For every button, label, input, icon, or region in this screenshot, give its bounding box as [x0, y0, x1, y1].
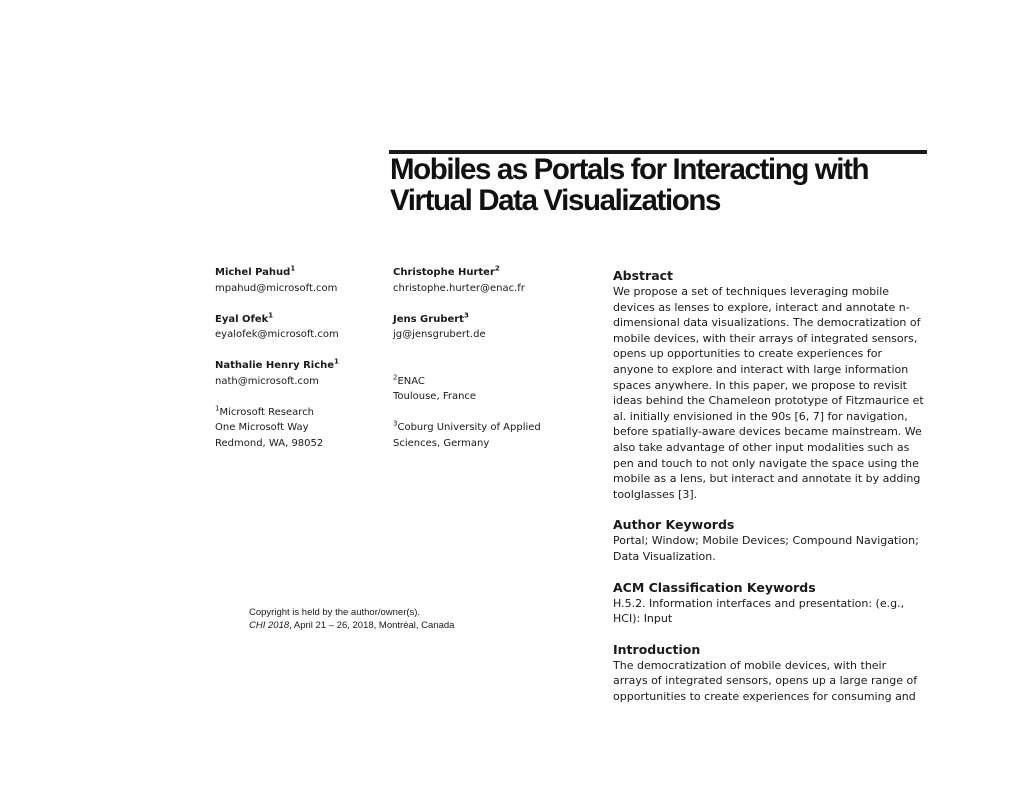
abstract-section — [613, 267, 933, 502]
author-email: jg@jensgrubert.de — [393, 329, 486, 340]
author-name: Jens Grubert$^3$ — [393, 311, 469, 325]
affiliation-1: $^1$Microsoft Research One Microsoft Way Redmond, WA, 98052 — [215, 404, 324, 449]
copyright-notice: Copyright is held by the author/owner(s). CHI 2018, April 21 – 26, 2018, Montréal, Canada — [249, 607, 455, 631]
author-block — [215, 265, 339, 296]
acm-section — [613, 579, 933, 627]
authors-right-column — [393, 265, 541, 451]
abstract-body: We propose a set of techniques leveraging mobile devices as lenses to explore, interact and annotate n- dimensional data visualizations. The democratization of mobile devices, with their arrays of integrated sensors, opens up opportunities to create experiences for anyone to explore and interact with large information spaces anywhere. In this paper, we propose to revisit ideas behind the Chameleon prototype of Fitzmaurice et al. initially envisioned in the 90s [6, 7] for navigation, before spatially-aware devices became mainstream. We also take advantage of other input modalities such as pen and touch to not only navigate the space using the mobile as a lens, but interact and annotate it by adding toolglasses [3]. — [613, 285, 924, 501]
title-line-2: Virtual Data Visualizations — [390, 184, 720, 217]
author-block — [393, 312, 541, 343]
acm-heading: ACM Classification Keywords — [613, 579, 816, 595]
main-text-column — [613, 267, 933, 718]
abstract-heading: Abstract — [613, 268, 674, 283]
acm-body: H.5.2. Information interfaces and presentation: (e.g., HCI): Input — [613, 596, 905, 626]
author-block — [215, 358, 339, 389]
title-line-1: Mobiles as Portals for Interacting with — [390, 153, 869, 186]
conference-name: CHI 2018 — [249, 619, 290, 631]
introduction-body: The democratization of mobile devices, with their arrays of integrated sensors, opens up a large range of opportunities to create experiences for consuming and — [613, 658, 918, 703]
introduction-heading: Introduction — [613, 641, 701, 657]
author-name: Michel Pahud$^1$ — [215, 264, 296, 278]
paper-title — [390, 154, 950, 216]
affiliation-2: $^2$ENAC Toulouse, France — [393, 373, 477, 402]
authors-left-column — [215, 265, 339, 451]
author-email: nath@microsoft.com — [215, 375, 319, 387]
author-email: eyalofek@microsoft.com — [215, 329, 339, 340]
author-keywords-heading: Author Keywords — [613, 517, 735, 533]
author-keywords-body: Portal; Window; Mobile Devices; Compound Navigation; Data Visualization. — [613, 534, 919, 563]
affiliation-3: $^3$Coburg University of Applied Sciences, Germany — [393, 419, 541, 449]
author-email: mpahud@microsoft.com — [215, 282, 338, 294]
author-email: christophe.hurter@enac.fr — [393, 282, 525, 294]
author-keywords-section — [613, 516, 933, 564]
author-name: Eyal Ofek$^1$ — [215, 311, 274, 325]
author-name: Christophe Hurter$^2$ — [393, 264, 500, 278]
author-name: Nathalie Henry Riche$^1$ — [215, 357, 339, 371]
author-block — [393, 265, 541, 296]
introduction-section — [613, 641, 933, 705]
author-block — [215, 312, 339, 343]
